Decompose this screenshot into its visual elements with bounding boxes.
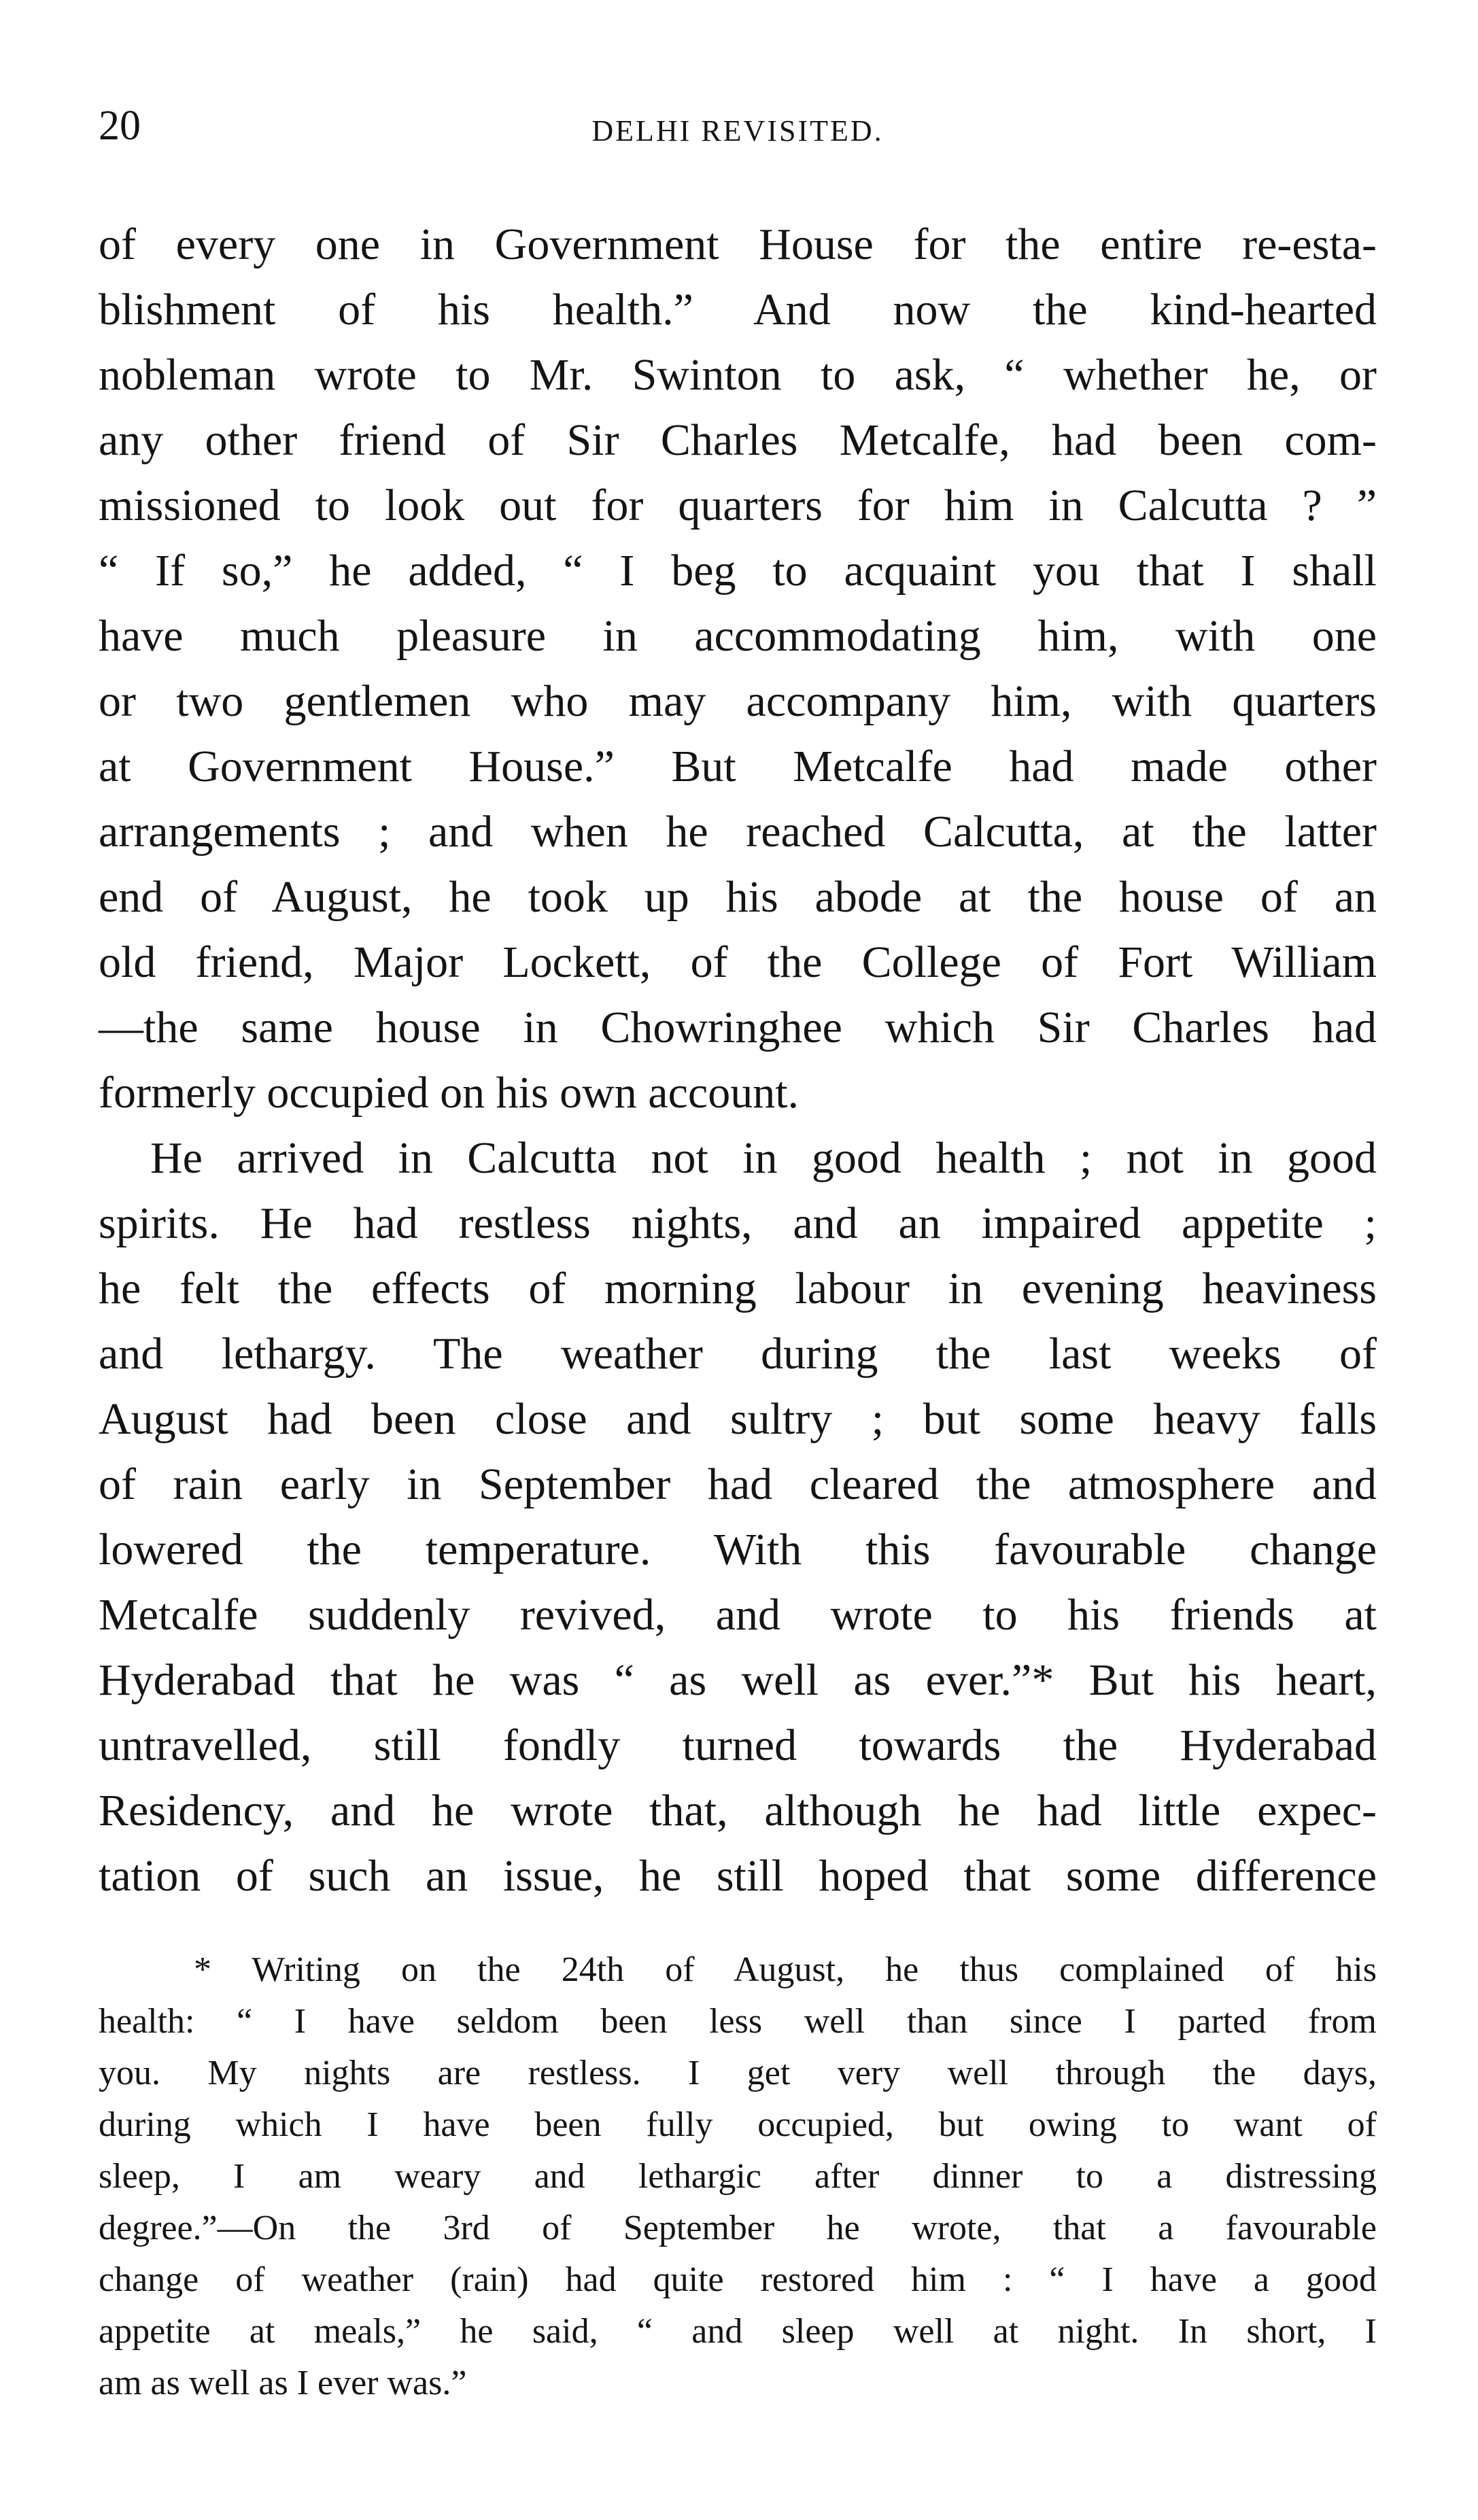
text-line: or two gentlemen who may accompany him, with quarters xyxy=(99,676,1377,726)
text-line: end of August, he took up his abode at the house of an xyxy=(99,872,1377,922)
text-line: He arrived in Calcutta not in good health ; not in good xyxy=(150,1133,1377,1183)
text-line: old friend, Major Lockett, of the College of Fort William xyxy=(99,937,1377,987)
text-line: blishment of his health.” And now the kind-hearted xyxy=(99,285,1377,334)
text-line: arrangements ; and when he reached Calcutta, at the latter xyxy=(99,807,1377,857)
text-line: August had been close and sultry ; but some heavy falls xyxy=(99,1394,1377,1444)
page-header xyxy=(99,95,1377,156)
text-line: have much pleasure in accommodating him, with one xyxy=(99,611,1377,661)
text-line: —the same house in Chowringhee which Sir Charles had xyxy=(99,1003,1377,1052)
footnote-line: appetite at meals,” he said, “ and sleep well at night. In short, I xyxy=(99,2312,1377,2351)
text-line: Residency, and he wrote that, although he had little expec- xyxy=(99,1786,1377,1835)
main-text xyxy=(99,212,1377,1909)
text-line: any other friend of Sir Charles Metcalfe, had been com- xyxy=(99,415,1377,465)
text-line: Metcalfe suddenly revived, and wrote to his friends at xyxy=(99,1590,1377,1640)
text-line: tation of such an issue, he still hoped that some difference xyxy=(99,1851,1377,1901)
footnote-line: health: “ I have seldom been less well than since I parted from xyxy=(99,2002,1377,2041)
footnote-line: degree.”—On the 3rd of September he wrote, that a favourable xyxy=(99,2209,1377,2247)
footnote-line: change of weather (rain) had quite restored him : “ I have a good xyxy=(99,2260,1377,2299)
page-number: 20 xyxy=(99,103,141,149)
text-line: missioned to look out for quarters for him in Calcutta ? ” xyxy=(99,481,1377,530)
text-line: untravelled, still fondly turned towards the Hyderabad xyxy=(99,1721,1377,1770)
text-line: lowered the temperature. With this favourable change xyxy=(99,1525,1377,1574)
text-line: formerly occupied on his own account. xyxy=(99,1068,800,1118)
text-line: at Government House.” But Metcalfe had made other xyxy=(99,742,1377,791)
text-line: he felt the effects of morning labour in evening heaviness xyxy=(99,1264,1377,1313)
footnote-line: am as well as I ever was.” xyxy=(99,2364,467,2402)
text-line: “ If so,” he added, “ I beg to acquaint you that I shall xyxy=(99,546,1377,596)
footnote-line: during which I have been fully occupied, but owing to want of xyxy=(99,2105,1377,2144)
text-line: Hyderabad that he was “ as well as ever.”* But his heart, xyxy=(99,1655,1377,1705)
text-line: and lethargy. The weather during the last weeks of xyxy=(99,1329,1377,1379)
text-line: nobleman wrote to Mr. Swinton to ask, “ whether he, or xyxy=(99,350,1377,400)
footnote-line: * Writing on the 24th of August, he thus complained of his xyxy=(194,1950,1377,1989)
running-title: DELHI REVISITED. xyxy=(591,114,884,148)
footnote-line: sleep, I am weary and lethargic after dinner to a distressing xyxy=(99,2157,1377,2196)
text-line: of every one in Government House for the entire re-esta- xyxy=(99,220,1377,269)
footnote xyxy=(99,1944,1377,2409)
text-line: of rain early in September had cleared the atmosphere and xyxy=(99,1460,1377,1509)
footnote-line: you. My nights are restless. I get very well through the days, xyxy=(99,2054,1377,2092)
text-line: spirits. He had restless nights, and an impaired appetite ; xyxy=(99,1198,1377,1248)
